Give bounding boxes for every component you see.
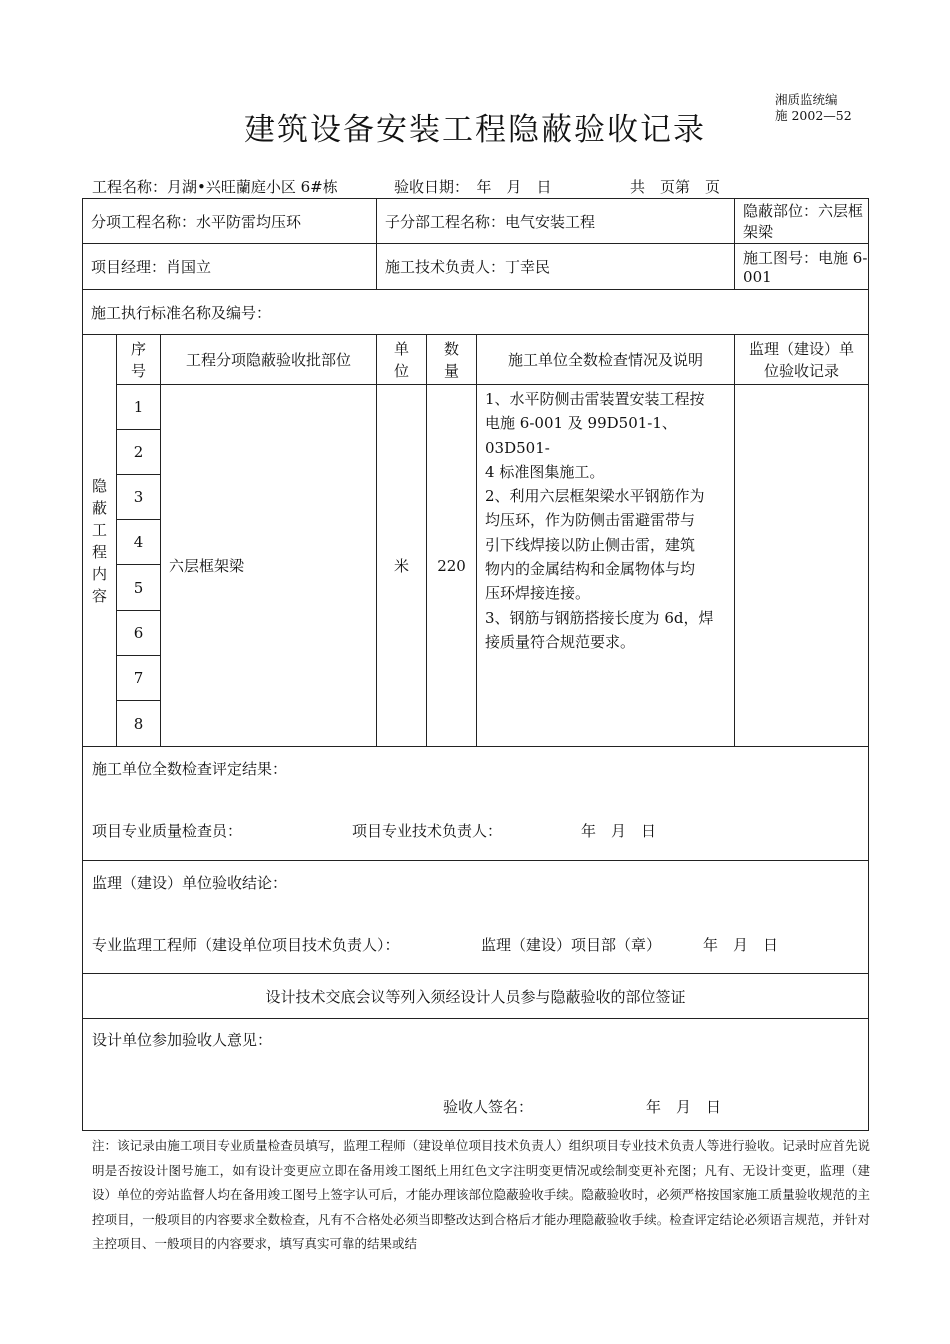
form-code-line1: 湘质监统编 — [775, 92, 838, 107]
quality-inspector: 项目专业质量检查员： — [92, 822, 243, 840]
row-number: 1 — [117, 385, 161, 430]
design-header: 设计技术交底会议等列入须经设计人员参与隐蔽验收的部位签证 — [83, 974, 869, 1019]
acceptor-signature: 验收人签名： — [443, 1098, 534, 1116]
row-number: 5 — [117, 565, 161, 611]
inspection-description: 1、水平防侧击雷装置安装工程按 电施 6-001 及 99D501-1、03D501- 4 标准图集施工。 2、利用六层框架梁水平钢筋作为 均压环，作为防侧击雷避雷带与 引下线焊接以防止侧击雷，建筑 物内的金属结构和金属物体与均 压环焊接连接。 3、钢筋与钢筋搭接长度为 6d，焊 接质量符合规范要求。 — [477, 385, 735, 747]
row-number: 2 — [117, 430, 161, 475]
supervision-conclusion-label: 监理（建设）单位验收结论： — [92, 874, 288, 892]
col-header-qty: 数 量 — [427, 335, 477, 385]
col-header-supervision: 监理（建设）单 位验收记录 — [735, 335, 869, 385]
acceptance-date: 验收日期： 年 月 日 — [394, 178, 552, 196]
evaluation-date: 年 月 日 — [581, 822, 657, 840]
evaluation-block — [83, 747, 868, 860]
col-header-seq: 序 号 — [117, 335, 161, 385]
sub-division-name: 子分部工程名称：电气安装工程 — [377, 199, 735, 244]
row-number: 6 — [117, 611, 161, 656]
row-number: 4 — [117, 520, 161, 565]
form-row-sub-item — [83, 199, 869, 244]
design-opinion-row — [83, 1019, 869, 1131]
design-opinion-date: 年 月 日 — [646, 1098, 722, 1116]
unit-value: 米 — [377, 385, 427, 747]
page-count: 共 页第 页 — [630, 178, 721, 196]
supervision-block — [83, 861, 868, 973]
sub-item-name: 分项工程名称：水平防雷均压环 — [83, 199, 377, 244]
table-row — [83, 385, 869, 430]
row-number: 7 — [117, 656, 161, 701]
quantity-value: 220 — [427, 385, 477, 747]
evaluation-label: 施工单位全数检查评定结果： — [92, 760, 288, 778]
supervision-dept-seal: 监理（建设）项目部（章） — [481, 936, 662, 954]
col-header-check: 施工单位全数检查情况及说明 — [477, 335, 735, 385]
row-number: 8 — [117, 701, 161, 747]
concealed-part-value: 六层框架梁 — [161, 385, 377, 747]
supervision-conclusion-row — [83, 861, 869, 974]
acceptance-form-table — [82, 198, 869, 1131]
evaluation-row — [83, 747, 869, 861]
design-opinion-label: 设计单位参加验收人意见： — [92, 1031, 273, 1049]
concealed-content-side-label: 隐 蔽 工 程 内 容 — [83, 335, 117, 747]
standard-label: 施工执行标准名称及编号： — [83, 290, 869, 335]
drawing-number: 施工图号：电施 6-001 — [735, 244, 869, 290]
project-info-line — [92, 176, 720, 197]
project-manager: 项目经理：肖国立 — [83, 244, 377, 290]
col-header-part: 工程分项隐蔽验收批部位 — [161, 335, 377, 385]
col-header-unit: 单 位 — [377, 335, 427, 385]
supervising-engineer: 专业监理工程师（建设单位项目技术负责人）： — [92, 936, 400, 954]
form-row-manager — [83, 244, 869, 290]
footnote: 注：该记录由施工项目专业质量检查员填写，监理工程师（建设单位项目技术负责人）组织项目专业技术负责人等进行验收。记录时应首先说明是否按设计图号施工，如有设计变更应立即在备用竣工图纸上用红色文字注明变更情况或绘制变更补充图；凡有、无设计变更，监理（建设）单位的旁站监督人均在备用竣工图号上签字认可后，才能办理该部位隐蔽验收手续。隐蔽验收时，必须严格按国家施工质量验收规范的主控项目，一般项目的内容要求全数检查，凡有不合格处必须当即整改达到合格后才能办理隐蔽验收手续。检查评定结论必须语言规范，并针对主控项目、一般项目的内容要求，填写真实可靠的结果或结 — [92, 1138, 870, 1252]
form-code-line2: 施 2002—52 — [775, 108, 852, 123]
design-header-row — [83, 974, 869, 1019]
supervision-record — [735, 385, 869, 747]
project-name: 工程名称：月湖•兴旺蘭庭小区 6#栋 — [92, 178, 338, 196]
supervision-date: 年 月 日 — [703, 936, 779, 954]
design-opinion-block — [83, 1019, 868, 1130]
row-number: 3 — [117, 475, 161, 520]
form-row-standard — [83, 290, 869, 335]
concealed-part: 隐蔽部位：六层框架梁 — [735, 199, 869, 244]
column-header-row — [83, 335, 869, 385]
tech-lead-signature: 项目专业技术负责人： — [352, 822, 503, 840]
construction-tech-lead: 施工技术负责人：丁幸民 — [377, 244, 735, 290]
page-title: 建筑设备安装工程隐蔽验收记录 — [244, 112, 706, 148]
